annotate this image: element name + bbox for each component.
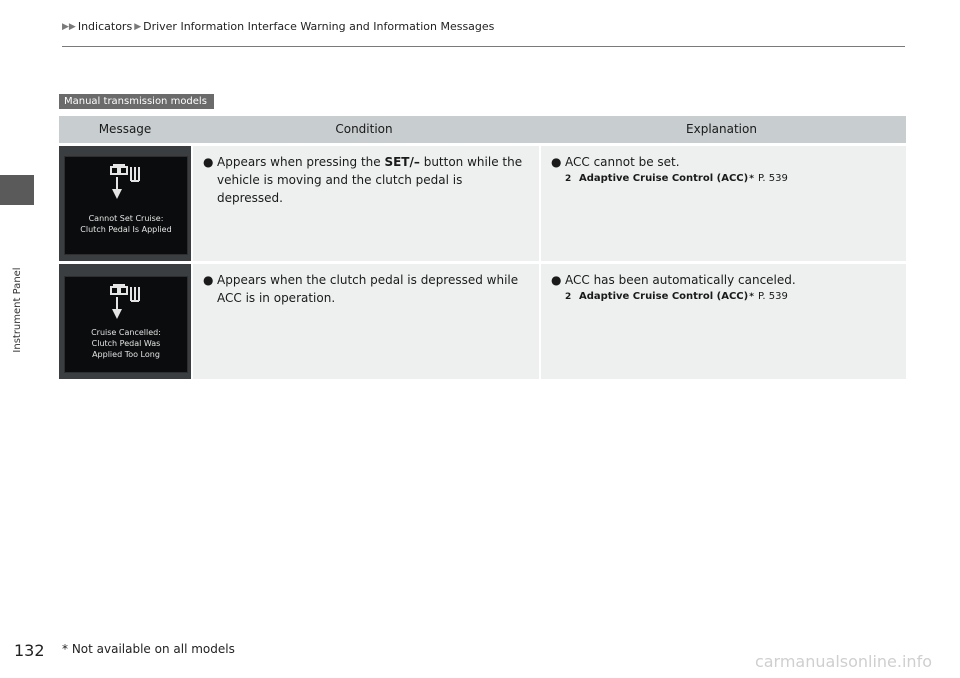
cross-reference[interactable] — [565, 291, 898, 302]
watermark: carmanualsonline.info — [754, 652, 932, 671]
breadcrumb-item-indicators[interactable]: Indicators — [77, 20, 133, 33]
display-screen-text: Cannot Set Cruise: Clutch Pedal Is Applied — [80, 214, 172, 234]
bullet-icon: ● — [203, 273, 214, 287]
reference-title[interactable]: Adaptive Cruise Control (ACC) — [579, 173, 749, 184]
header-rule — [62, 46, 905, 47]
header-condition: Condition — [335, 122, 393, 136]
reference-icon: 2 — [565, 173, 572, 184]
message-cell — [59, 146, 191, 261]
breadcrumb-arrow-icon: ▶ — [134, 21, 142, 32]
breadcrumb-item-messages[interactable]: Driver Information Interface Warning and Information Messages — [143, 20, 495, 33]
chapter-tab-marker — [0, 175, 34, 205]
explanation-cell — [541, 146, 906, 261]
header-explanation: Explanation — [686, 122, 757, 136]
message-cell — [59, 264, 191, 379]
chapter-side-label: Instrument Panel — [12, 267, 23, 353]
table-header — [59, 116, 906, 143]
bullet-icon: ● — [551, 155, 562, 169]
bullet-icon: ● — [203, 155, 214, 169]
footnote-star: * — [749, 291, 754, 302]
page-number: 132 — [14, 641, 45, 660]
table-row — [59, 264, 906, 379]
footnote: * Not available on all models — [62, 642, 235, 656]
condition-cell — [193, 264, 539, 379]
condition-cell — [193, 146, 539, 261]
breadcrumb-arrow-icon: ▶▶ — [62, 21, 76, 32]
bullet-icon: ● — [551, 273, 562, 287]
explanation-cell — [541, 264, 906, 379]
cross-reference[interactable] — [565, 173, 898, 184]
reference-title[interactable]: Adaptive Cruise Control (ACC) — [579, 291, 749, 302]
reference-icon: 2 — [565, 291, 572, 302]
reference-page[interactable]: P. 539 — [757, 291, 788, 302]
display-screen-text: Cruise Cancelled: Clutch Pedal Was Applied Too Long — [91, 328, 161, 359]
condition-bullet: ● Appears when pressing the SET/– button while the vehicle is moving and the clutch pedal is depressed. — [203, 155, 523, 205]
display-screen — [64, 276, 188, 373]
breadcrumb — [62, 20, 494, 33]
explanation-bullet: ● ACC has been automatically canceled. — [551, 273, 796, 287]
explanation-bullet: ● ACC cannot be set. — [551, 155, 680, 169]
display-screen — [64, 156, 188, 255]
table-row — [59, 146, 906, 261]
clutch-pedal-gear-icon — [109, 283, 145, 323]
reference-page[interactable]: P. 539 — [757, 173, 788, 184]
condition-bullet: ● Appears when the clutch pedal is depressed while ACC is in operation. — [203, 273, 519, 305]
messages-table — [59, 116, 906, 382]
clutch-pedal-gear-icon — [109, 163, 145, 203]
footnote-star: * — [749, 173, 754, 184]
section-label: Manual transmission models — [59, 94, 214, 109]
header-message: Message — [98, 122, 152, 136]
set-button-label: SET/– — [384, 155, 420, 169]
